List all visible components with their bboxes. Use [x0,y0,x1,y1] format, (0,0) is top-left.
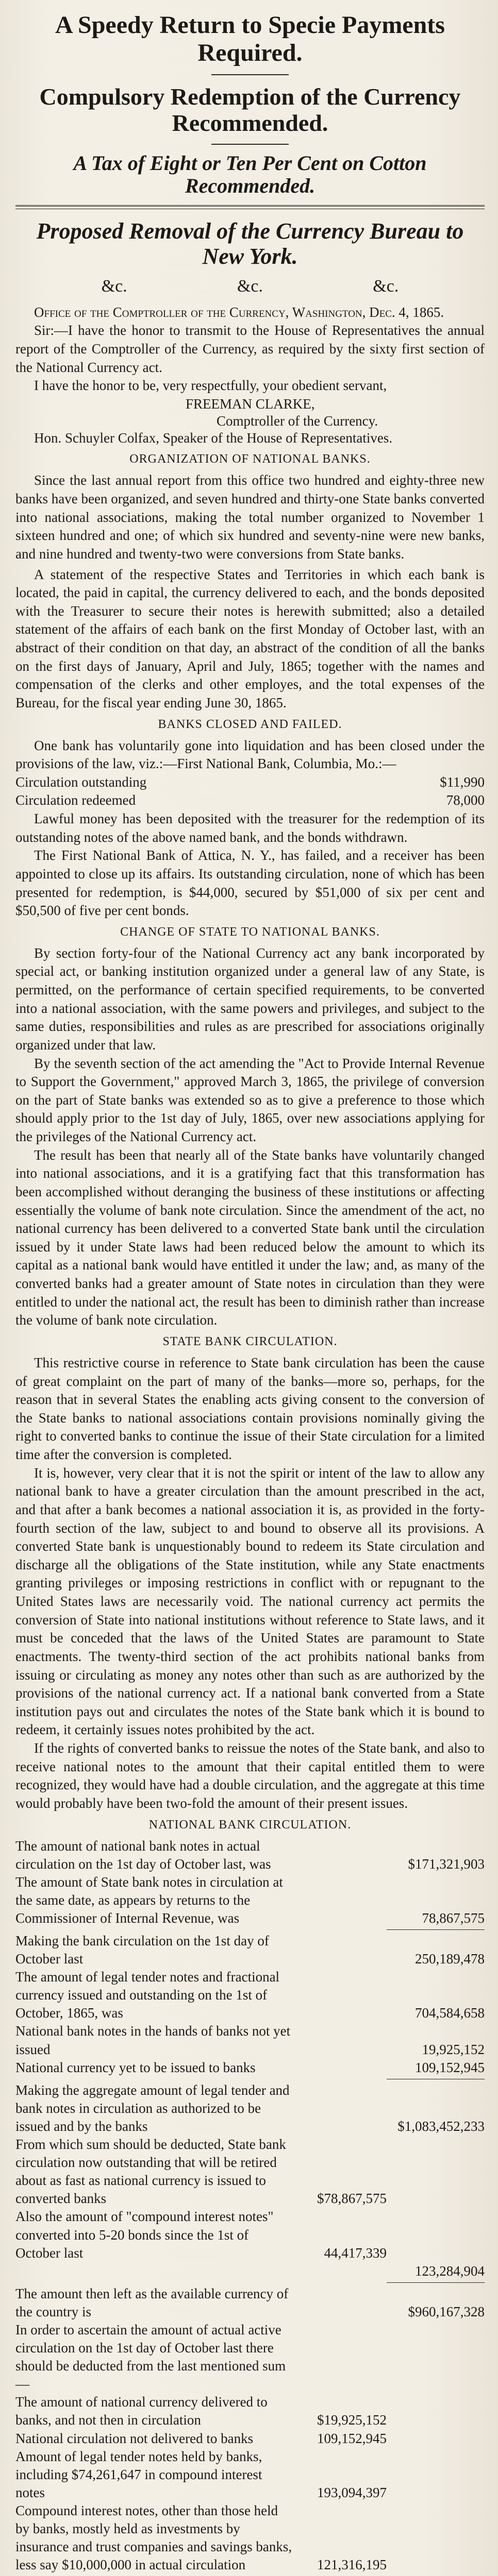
table-cell-desc: The amount of State bank notes in circulation at the same date, as appears by returns to the Commissioner of Internal Revenue, was [15,1874,283,1926]
paragraph-statement: A statement of the respective States and Territories in which each bank is located, the paid in capital, the currency delivered to each, and the bonds deposited with the Treasurer to secure their notes is herewith submitted; also a detailed statement of the affairs of each bank on the first Monday of October last, with an abstract of their condition on that day, an abstract of the condition of all the banks on the first days of January, April and July, 1865; together with the names and compensation of the clerks and other employes, and the total expenses of the Bureau, for the fiscal year ending June 30, 1865. [15,566,485,710]
table-cell-right: $960,167,328 [408,2303,485,2319]
section-heading-change: CHANGE OF STATE TO NATIONAL BANKS. [120,925,380,939]
table-cell-mid: 121,316,195 [317,2557,387,2573]
headline-cotton-tax: A Tax of Eight or Ten Per Cent on Cotton Recommended. [73,151,427,198]
paragraph-organization: Since the last annual report from this office two hundred and eighty-three new banks have been organized, and seven hundred and thirty-one State banks converted into national associations, making the total number organized to November 1 sixteen hundred and one; of which six hundred and seventy-nine were new banks, and nine hundred and twenty-two were conversions from State banks. [15,472,485,562]
headline-divider [211,74,289,75]
table-cell-right: 250,189,478 [415,1951,485,1967]
etc-mark: &c. [237,276,263,296]
addressee: Hon. Schuyler Colfax, Speaker of the House of Representatives. [34,430,393,446]
table-row [15,2136,485,2208]
paragraph-attica: The First National Bank of Attica, N. Y., has failed, and a receiver has been appointed to close up its affairs. Its outstanding circulation, none of which has been presented for redemption, is $44,000, secured by $51,000 of six per cent and $50,500 of five per cent bonds. [15,848,485,919]
table-cell-desc: Compound interest notes, other than those held by banks, mostly held as investments by insurance and trust companies and savings banks, less say $10,000,000 in actual circulation [15,2502,292,2573]
double-rule [15,205,485,209]
paragraph-state-1: This restrictive course in reference to State bank circulation has been the cause of great complaint on the part of many of the banks—more so, perhaps, for the reason that in several States the enabling acts giving consent to the conversion of the State banks to national associations contain provisions nominally giving the right to converted banks to continue the issue of their State circulation for a limited time after the conversion is completed. [15,1354,485,1463]
table-cell-desc: The amount of national currency delivered to banks, and not then in circulation [15,2394,268,2428]
paragraph-change-3: The result has been that nearly all of the State banks have voluntarily changed into national associations, and it is a gratifying fact that this transformation has been accomplished without deranging the business of these institutions or affecting essentially the volume of bank note circulation. Since the amendment of the act, no national currency has been delivered to a converted State bank until the circulation issued by it under State laws had been reduced below the amount to which its capital as a national bank would have entitled it under the law; and, as many of the converted banks had a greater amount of State notes in circulation than they were entitled to under the national act, the result has been to diminish rather than increase the volume of bank note circulation. [15,1147,485,1328]
table-cell-desc: The amount of legal tender notes and fractional currency issued and outstanding on the 1st of October, 1865, was [15,1969,280,2021]
ledger-row [15,791,485,810]
table-row [15,2285,485,2321]
paragraph-state-2: It is, however, very clear that it is not the spirit or intent of the law to allow any national bank to have a greater circulation than the amount prescribed in the act, and that after a bank becomes a national association it is, as provided in the forty-fourth section of the law, subject to and bound to observe all its provisions. A converted State bank is unquestionably bound to redeem its State circulation and discharge all the obligations of the State institution, while any State enactments granting privileges or imposing restrictions in conflict with or repugnant to the United States laws are necessarily void. The national currency act permits the conversion of State into national institutions without reference to State laws, and it must be conceded that the laws of the United States are paramount to State enactments. The twenty-third section of the act prohibits national banks from issuing or circulating as money any notes other than such as are authorized by the provisions of the national currency act. If a national bank converted from a State institution pays out and circulates the notes of the State bank which it is bound to redeem, it certainly issues notes prohibited by the act. [15,1465,485,1738]
table-cell-desc: National bank notes in the hands of banks not yet issued [15,2023,291,2057]
table-cell-right: 19,925,152 [422,2041,485,2057]
table-cell-desc: Amount of legal tender notes held by banks, including $74,261,647 in compound interest notes [15,2448,262,2500]
dateline: Office of the Comptroller of the Currency, Washington, Dec. 4, 1865. [34,304,444,320]
table-cell-right: 109,152,945 [415,2059,485,2075]
table-row [15,2081,485,2136]
ledger-label: Circulation redeemed [15,792,136,808]
table-row [15,2574,485,2576]
table-row [15,2430,485,2448]
signer-title: Comptroller of the Currency. [217,413,378,429]
circulation-table [15,1837,485,2576]
etc-mark: &c. [101,276,127,296]
table-row [15,2022,485,2058]
paragraph-lawful-money: Lawful money has been deposited with the treasurer for the redemption of its outstanding notes of the above named bank, and the bonds withdrawn. [15,811,485,845]
section-heading-national: NATIONAL BANK CIRCULATION. [148,1818,352,1832]
table-cell-right: 704,584,658 [415,2005,485,2021]
table-cell-desc: In order to ascertain the amount of actual active circulation on the 1st day of October last there should be deducted from the last mentioned sum— [15,2321,286,2392]
etc-row [46,277,454,296]
table-row [15,2262,485,2280]
table-row [15,1873,485,1927]
table-cell-desc [15,2574,299,2576]
table-cell-mid: 109,152,945 [317,2430,387,2446]
table-cell-desc: National currency yet to be issued to banks [15,2059,256,2075]
table-cell-mid [299,2574,387,2576]
closing-line: I have the honor to be, very respectfully, your obedient servant, [34,378,387,394]
headline-compulsory-redemption: Compulsory Redemption of the Currency Recommended. [39,83,461,137]
table-cell-right: 123,284,904 [415,2263,485,2279]
table-row [15,1968,485,2022]
paragraph-change-1: By section forty-four of the National Currency act any bank incorporated by special act, or banking institution organized under a general law of any State, is permitted, on the performance of certain specified requirements, to be converted into a national association, with the same powers and privileges, and subject to the same duties, responsibilities and rules as are prescribed for associations originally organized under that law. [15,945,485,1053]
ledger-row [15,773,485,792]
table-cell-mid: 44,417,339 [324,2245,387,2261]
table-cell-mid: $78,867,575 [317,2191,387,2207]
headline-bureau-removal: Proposed Removal of the Currency Bureau to New York. [36,218,464,269]
table-divider [387,1929,485,1930]
section-heading-closed: BANKS CLOSED AND FAILED. [158,717,342,731]
table-row [15,1932,485,1968]
table-cell-right: $171,321,903 [408,1856,485,1872]
etc-mark: &c. [373,276,399,296]
table-row [15,2502,485,2574]
table-cell-desc: National circulation not delivered to banks [15,2430,254,2446]
paragraph-state-3: If the rights of converted banks to reissue the notes of the State bank, and also to receive national notes to the amount that their capital entitled them to were recognized, they would have had a double circulation, and the aggregate at this time would probably have been two-fold the amount of their present issues. [15,1740,485,1811]
paragraph-closed: One bank has voluntarily gone into liquidation and has been closed under the provisions of the law, viz.:—First National Bank, Columbia, Mo.:— [15,737,485,772]
table-row [15,2208,485,2262]
section-heading-organization: ORGANIZATION OF NATIONAL BANKS. [129,452,371,466]
table-cell-right: 78,867,575 [422,1910,485,1926]
table-cell-desc: Also the amount of "compound interest notes" converted into 5-20 bonds since the 1st of October last [15,2209,274,2261]
ledger-label: Circulation outstanding [15,774,147,790]
table-cell-desc: Making the aggregate amount of legal tender and bank notes in circulation as authorized to be issued and by the banks [15,2082,290,2134]
signer-name: FREEMAN CLARKE, [186,396,315,412]
headline-specie-payments: A Speedy Return to Specie Payments Required. [55,11,445,66]
table-row [15,2321,485,2393]
table-row [15,1837,485,1873]
table-cell-mid: $19,925,152 [317,2412,387,2428]
table-cell-desc: The amount of national bank notes in actual circulation on the 1st day of October last, was [15,1838,271,1872]
table-cell-desc: From which sum should be deducted, State bank circulation now outstanding that will be retired about as fast as national currency is issued to converted banks [15,2137,286,2207]
table-cell-mid: 193,094,397 [317,2484,387,2500]
table-cell-desc: The amount then left as the available currency of the country is [15,2285,289,2319]
paragraph-change-2: By the seventh section of the act amending the "Act to Provide Internal Revenue to Support the Government," approved March 3, 1865, the privilege of conversion on the part of State banks was extended so as to give a preference to those which should apply prior to the 1st day of July, 1865, over new associations applying for the privileges of the National Currency act. [15,1055,485,1145]
table-cell-desc: Making the bank circulation on the 1st day of October last [15,1933,269,1967]
intro-paragraph: Sir:—I have the honor to transmit to the House of Representatives the annual report of the Comptroller of the Currency, as required by the sixty first section of the National Currency act. [15,323,485,375]
ledger-amount: $11,990 [440,774,485,790]
section-heading-state-bank: STATE BANK CIRCULATION. [162,1334,338,1348]
table-row [15,2448,485,2502]
table-divider [387,2282,485,2283]
ledger-amount: 78,000 [446,792,485,808]
table-row [15,2059,485,2077]
table-row [15,2393,485,2429]
table-cell-right: $1,083,452,233 [397,2118,485,2134]
headline-divider [211,144,289,145]
